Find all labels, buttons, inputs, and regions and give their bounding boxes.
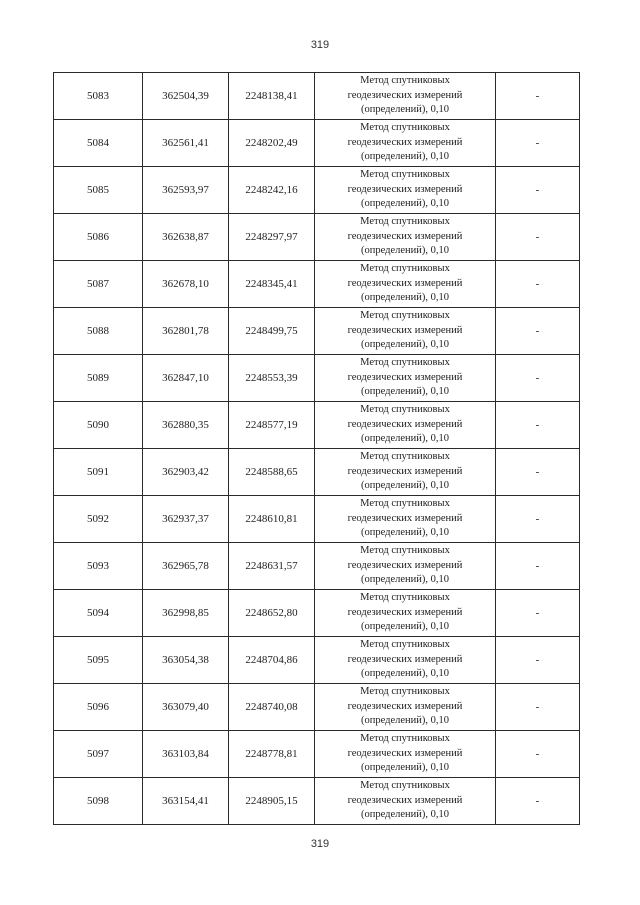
method-line: (определений), 0,10 [360,433,450,445]
method-line: (определений), 0,10 [360,809,450,821]
note-cell: - [496,684,580,731]
method-cell [315,308,496,355]
table-row [54,214,580,261]
method-line: (определений), 0,10 [360,574,450,586]
point-number-cell: 5097 [54,731,143,778]
point-number-cell: 5083 [54,73,143,120]
coordinate-y-cell: 2248631,57 [229,543,315,590]
method-line: Метод спутниковых [360,639,450,651]
method-line: (определений), 0,10 [360,715,450,727]
method-line: геодезических измерений [347,465,463,477]
coordinate-x-cell: 363079,40 [143,684,229,731]
coordinate-x-cell: 362561,41 [143,120,229,167]
table-row [54,120,580,167]
method-line: геодезических измерений [347,371,463,383]
point-number-cell: 5092 [54,496,143,543]
point-number-cell: 5085 [54,167,143,214]
method-line: (определений), 0,10 [360,621,450,633]
method-line: геодезических измерений [347,183,463,195]
method-cell [315,778,496,825]
table-row [54,402,580,449]
coordinate-x-cell: 362998,85 [143,590,229,637]
table-row [54,637,580,684]
method-line: Метод спутниковых [360,216,450,228]
point-number-cell: 5088 [54,308,143,355]
coordinate-x-cell: 362880,35 [143,402,229,449]
method-cell [315,449,496,496]
coordinate-y-cell: 2248553,39 [229,355,315,402]
method-line: (определений), 0,10 [360,104,450,116]
method-line: геодезических измерений [347,559,463,571]
table-row [54,449,580,496]
method-line: (определений), 0,10 [360,668,450,680]
method-line: (определений), 0,10 [360,339,450,351]
table-row [54,731,580,778]
point-number-cell: 5087 [54,261,143,308]
method-line: (определений), 0,10 [360,198,450,210]
page-number-bottom: 319 [310,838,330,850]
method-line: Метод спутниковых [360,122,450,134]
method-line: геодезических измерений [347,512,463,524]
point-number-cell: 5096 [54,684,143,731]
note-cell: - [496,402,580,449]
method-line: геодезических измерений [347,89,463,101]
method-line: геодезических измерений [347,794,463,806]
method-line: Метод спутниковых [360,310,450,322]
method-cell [315,590,496,637]
point-number-cell: 5098 [54,778,143,825]
coordinate-y-cell: 2248588,65 [229,449,315,496]
table-row [54,167,580,214]
note-cell: - [496,120,580,167]
note-cell: - [496,355,580,402]
method-line: геодезических измерений [347,230,463,242]
method-line: геодезических измерений [347,700,463,712]
coordinate-y-cell: 2248345,41 [229,261,315,308]
method-cell [315,731,496,778]
note-cell: - [496,543,580,590]
table-row [54,73,580,120]
method-cell [315,355,496,402]
method-line: Метод спутниковых [360,75,450,87]
coordinate-x-cell: 362638,87 [143,214,229,261]
method-cell [315,73,496,120]
coordinate-y-cell: 2248778,81 [229,731,315,778]
coordinate-x-cell: 362965,78 [143,543,229,590]
method-line: Метод спутниковых [360,498,450,510]
coordinate-y-cell: 2248652,80 [229,590,315,637]
method-line: геодезических измерений [347,418,463,430]
method-line: Метод спутниковых [360,263,450,275]
coordinate-y-cell: 2248610,81 [229,496,315,543]
coordinate-y-cell: 2248905,15 [229,778,315,825]
note-cell: - [496,73,580,120]
coordinate-x-cell: 362937,37 [143,496,229,543]
method-line: Метод спутниковых [360,733,450,745]
point-number-cell: 5090 [54,402,143,449]
table-row [54,496,580,543]
table-row [54,590,580,637]
table-row [54,355,580,402]
coordinates-table-body [54,73,580,825]
method-line: Метод спутниковых [360,169,450,181]
coordinate-x-cell: 362801,78 [143,308,229,355]
point-number-cell: 5089 [54,355,143,402]
table-row [54,778,580,825]
coordinate-y-cell: 2248202,49 [229,120,315,167]
method-cell [315,637,496,684]
method-line: (определений), 0,10 [360,245,450,257]
table-row [54,308,580,355]
coordinate-x-cell: 363154,41 [143,778,229,825]
table-row [54,261,580,308]
method-line: геодезических измерений [347,136,463,148]
method-line: (определений), 0,10 [360,292,450,304]
page-number-top: 319 [310,39,330,51]
method-cell [315,543,496,590]
coordinate-x-cell: 362678,10 [143,261,229,308]
method-cell [315,120,496,167]
method-line: (определений), 0,10 [360,480,450,492]
coordinate-y-cell: 2248242,16 [229,167,315,214]
method-line: геодезических измерений [347,653,463,665]
point-number-cell: 5086 [54,214,143,261]
method-cell [315,402,496,449]
coordinate-y-cell: 2248704,86 [229,637,315,684]
method-line: Метод спутниковых [360,592,450,604]
table-row [54,684,580,731]
note-cell: - [496,637,580,684]
method-line: Метод спутниковых [360,357,450,369]
method-line: геодезических измерений [347,606,463,618]
method-line: геодезических измерений [347,747,463,759]
coordinate-y-cell: 2248138,41 [229,73,315,120]
coordinate-y-cell: 2248740,08 [229,684,315,731]
coordinates-table [53,72,580,825]
method-line: (определений), 0,10 [360,151,450,163]
method-cell [315,261,496,308]
coordinate-y-cell: 2248297,97 [229,214,315,261]
method-line: геодезических измерений [347,277,463,289]
coordinate-x-cell: 362504,39 [143,73,229,120]
method-line: Метод спутниковых [360,545,450,557]
coordinate-x-cell: 363054,38 [143,637,229,684]
method-line: геодезических измерений [347,324,463,336]
coordinate-x-cell: 362903,42 [143,449,229,496]
note-cell: - [496,214,580,261]
method-cell [315,684,496,731]
note-cell: - [496,731,580,778]
coordinate-x-cell: 363103,84 [143,731,229,778]
table-row [54,543,580,590]
method-line: (определений), 0,10 [360,762,450,774]
note-cell: - [496,261,580,308]
note-cell: - [496,449,580,496]
point-number-cell: 5094 [54,590,143,637]
coordinate-y-cell: 2248577,19 [229,402,315,449]
coordinate-y-cell: 2248499,75 [229,308,315,355]
method-line: Метод спутниковых [360,451,450,463]
method-cell [315,496,496,543]
method-line: Метод спутниковых [360,404,450,416]
note-cell: - [496,590,580,637]
method-line: (определений), 0,10 [360,386,450,398]
point-number-cell: 5084 [54,120,143,167]
coordinate-x-cell: 362847,10 [143,355,229,402]
method-line: (определений), 0,10 [360,527,450,539]
method-line: Метод спутниковых [360,780,450,792]
note-cell: - [496,778,580,825]
point-number-cell: 5093 [54,543,143,590]
point-number-cell: 5095 [54,637,143,684]
method-line: Метод спутниковых [360,686,450,698]
coordinate-x-cell: 362593,97 [143,167,229,214]
method-cell [315,214,496,261]
method-cell [315,167,496,214]
note-cell: - [496,496,580,543]
note-cell: - [496,167,580,214]
note-cell: - [496,308,580,355]
point-number-cell: 5091 [54,449,143,496]
